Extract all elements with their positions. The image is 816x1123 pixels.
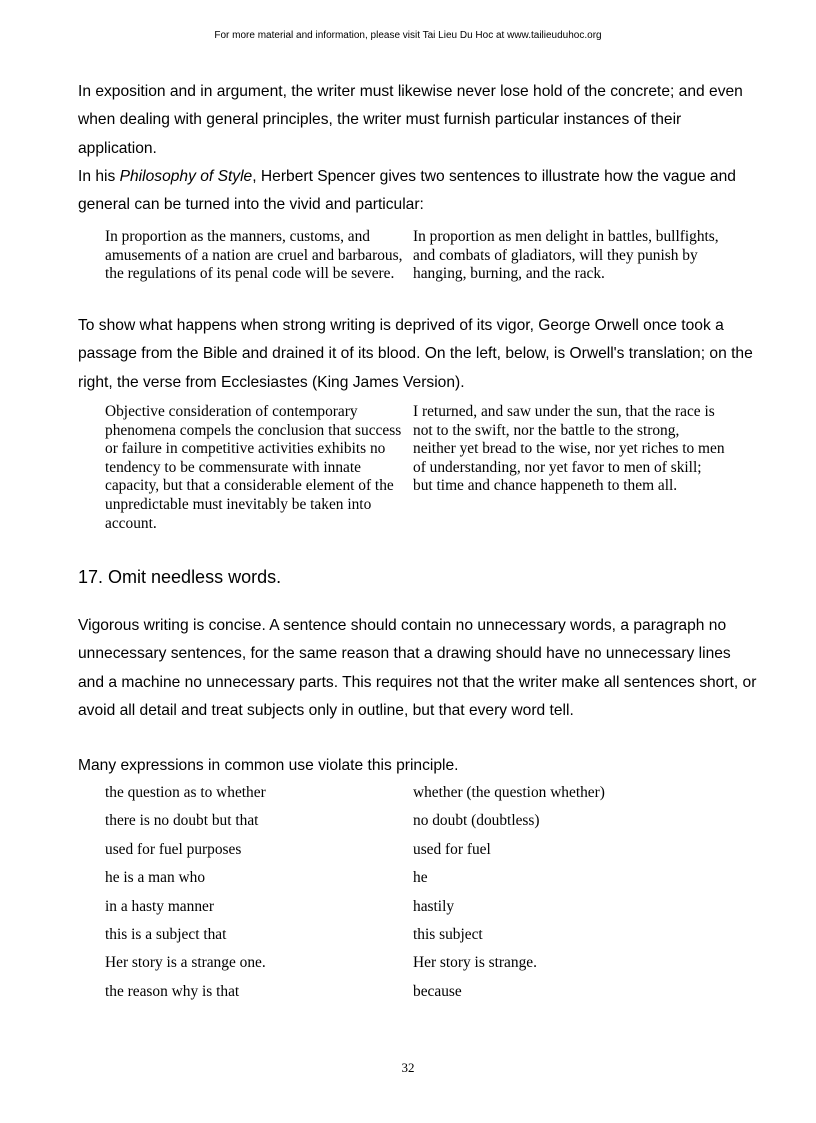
concise-expression: he	[413, 869, 428, 887]
spencer-example-columns	[105, 228, 725, 284]
concise-expression: no doubt (doubtless)	[413, 812, 540, 830]
page-header: For more material and information, please visit Tai Lieu Du Hoc at www.tailieuduhoc.org	[214, 30, 602, 41]
paragraph-expressions-intro: Many expressions in common use violate this principle.	[78, 757, 459, 774]
wordy-expression: the reason why is that	[105, 982, 240, 1000]
paragraph-spencer-after: , Herbert Spencer gives two sentences to illustrate how the vague and general can be turned into the vivid and particular:	[78, 168, 736, 214]
wordy-expression: this is a subject that	[105, 925, 227, 943]
wordy-expression: he is a man who	[105, 869, 206, 887]
spencer-particular-sentence: In proportion as men delight in battles, bullfights, and combats of gladiators, will they punish by hanging, burning, and the rack.	[413, 228, 719, 283]
list-item	[105, 981, 725, 1009]
paragraph-concise: Vigorous writing is concise. A sentence should contain no unnecessary words, a paragraph no unnecessary sentences, for the same reason that a drawing should have no unnecessary lines and a machine no unnecessary parts. This requires not that the writer make all sentences short, or avoid all detail and treat subjects only in outline, but that every word tell.	[78, 617, 757, 719]
concise-expression: Her story is strange.	[413, 954, 537, 972]
paragraph-spencer-before: In his	[78, 168, 120, 185]
wordy-expression: used for fuel purposes	[105, 840, 242, 858]
wordy-expression: there is no doubt but that	[105, 812, 259, 830]
orwell-example-columns	[105, 403, 725, 533]
list-item	[105, 839, 725, 867]
concise-expression: because	[413, 982, 462, 1000]
paragraph-spencer-intro	[78, 163, 758, 220]
list-item	[105, 952, 725, 980]
list-item	[105, 782, 725, 810]
concise-expression: hastily	[413, 897, 455, 915]
concise-expression: used for fuel	[413, 840, 491, 858]
orwell-translation: Objective consideration of contemporary phenomena compels the conclusion that success or failure in competitive activities exhibits no tendency to be commensurate with innate capacity, but that a considerable element of the unpredictable must inevitably be taken into account.	[105, 403, 402, 532]
concise-expression: this subject	[413, 925, 483, 943]
spencer-general-sentence: In proportion as the manners, customs, and amusements of a nation are cruel and barbarous, the regulations of its penal code will be severe.	[105, 228, 403, 283]
expressions-list	[105, 782, 725, 1009]
book-title: Philosophy of Style	[119, 168, 253, 185]
wordy-expression: Her story is a strange one.	[105, 954, 266, 972]
list-item	[105, 867, 725, 895]
paragraph-orwell-intro: To show what happens when strong writing is deprived of its vigor, George Orwell once took a passage from the Bible and drained it of its blood. On the left, below, is Orwell's translation; on the right, the verse from Ecclesiastes (King James Version).	[78, 317, 753, 391]
page-number: 32	[401, 1060, 415, 1075]
wordy-expression: in a hasty manner	[105, 897, 214, 915]
list-item	[105, 896, 725, 924]
paragraph-concrete: In exposition and in argument, the writer must likewise never lose hold of the concrete; and even when dealing with general principles, the writer must furnish particular instances of their application.	[78, 83, 743, 157]
wordy-expression: the question as to whether	[105, 784, 266, 801]
list-item	[105, 924, 725, 952]
list-item	[105, 810, 725, 838]
concise-expression: whether (the question whether)	[413, 784, 605, 801]
ecclesiastes-verse: I returned, and saw under the sun, that the race is not to the swift, nor the battle to the strong, neither yet bread to the wise, nor yet riches to men of understanding, nor yet favor to men of skill; but time and chance happeneth to them all.	[413, 403, 725, 495]
section-heading: 17. Omit needless words.	[78, 567, 282, 587]
